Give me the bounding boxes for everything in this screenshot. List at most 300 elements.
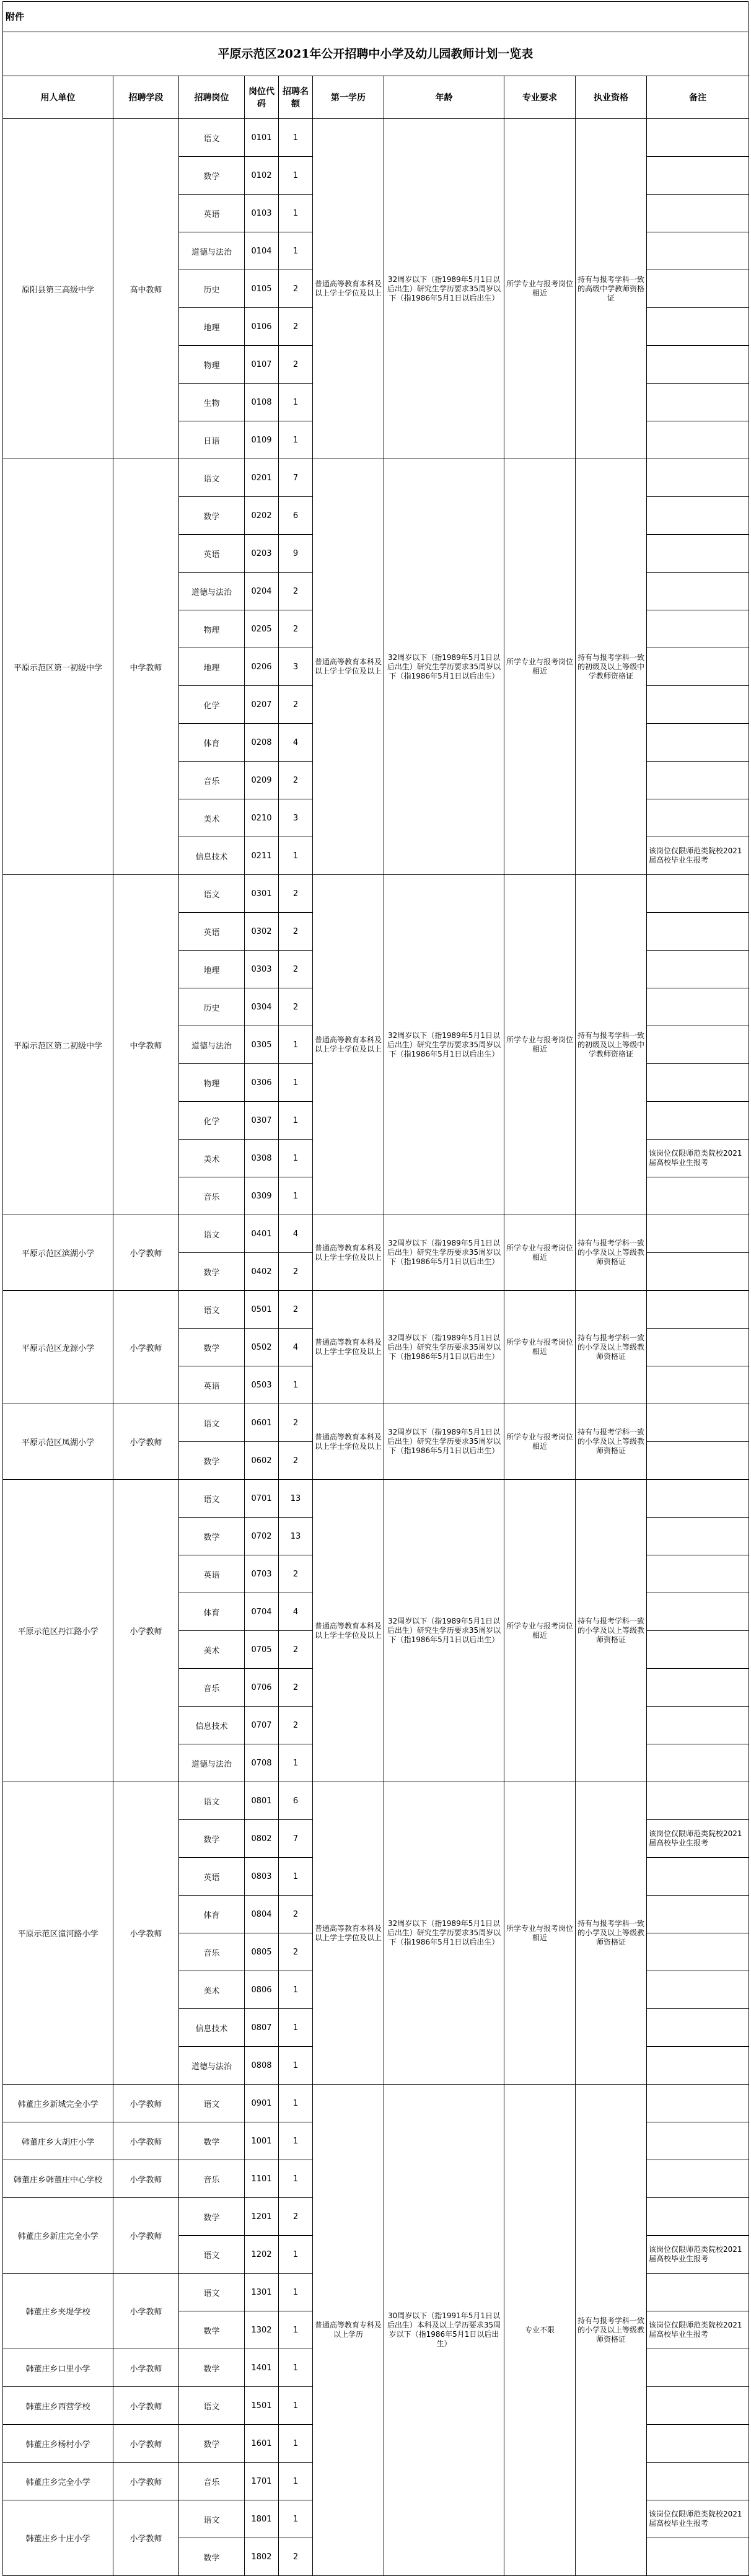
code-cell: 0307: [245, 1102, 279, 1140]
stage-cell: 小学教师: [113, 1782, 179, 2085]
remarks-cell: [647, 1858, 749, 1896]
code-cell: 0102: [245, 157, 279, 195]
code-cell: 0707: [245, 1707, 279, 1744]
count-cell: 1: [279, 2387, 313, 2425]
age-cell: 32周岁以下（指1989年5月1日以后出生）研究生学历要求35周岁以下（指1986年5月1日以后出生）: [384, 1215, 504, 1291]
remarks-cell: [647, 2009, 749, 2047]
count-cell: 1: [279, 157, 313, 195]
count-cell: 2: [279, 686, 313, 724]
position-cell: 物理: [179, 610, 245, 648]
count-cell: 2: [279, 2198, 313, 2236]
position-cell: 道德与法治: [179, 1744, 245, 1782]
remarks-cell: [647, 535, 749, 573]
header-major: 专业要求: [504, 76, 576, 119]
remarks-cell: [647, 1177, 749, 1215]
code-cell: 0901: [245, 2085, 279, 2122]
remarks-cell: [647, 1442, 749, 1480]
position-cell: 生物: [179, 384, 245, 421]
count-cell: 2: [279, 1631, 313, 1669]
position-cell: 数学: [179, 1442, 245, 1480]
code-cell: 0202: [245, 497, 279, 535]
major-cell: 所学专业与报考岗位相近: [504, 119, 576, 459]
stage-cell: 高中教师: [113, 119, 179, 459]
remarks-cell: [647, 1707, 749, 1744]
code-cell: 0503: [245, 1366, 279, 1404]
code-cell: 0308: [245, 1140, 279, 1177]
count-cell: 9: [279, 535, 313, 573]
code-cell: 0402: [245, 1253, 279, 1291]
position-cell: 音乐: [179, 762, 245, 799]
remarks-cell: [647, 497, 749, 535]
major-cell: 专业不限: [504, 2085, 576, 2576]
remarks-cell: [647, 384, 749, 421]
age-cell: 32周岁以下（指1989年5月1日以后出生）研究生学历要求35周岁以下（指1986年5月1日以后出生）: [384, 459, 504, 875]
stage-cell: 中学教师: [113, 459, 179, 875]
count-cell: 1: [279, 1064, 313, 1102]
count-cell: 1: [279, 1177, 313, 1215]
major-cell: 所学专业与报考岗位相近: [504, 875, 576, 1215]
position-cell: 历史: [179, 270, 245, 308]
remarks-cell: [647, 2122, 749, 2160]
position-cell: 道德与法治: [179, 2047, 245, 2085]
qualification-cell: 持有与报考学科一致的小学及以上等级教师资格证: [576, 1215, 647, 1291]
position-cell: 信息技术: [179, 2009, 245, 2047]
code-cell: 0204: [245, 573, 279, 610]
count-cell: 1: [279, 2274, 313, 2311]
code-cell: 0210: [245, 799, 279, 837]
code-cell: 1202: [245, 2236, 279, 2274]
remarks-cell: [647, 799, 749, 837]
education-cell: 普通高等教育本科及以上学士学位及以上: [313, 1782, 384, 2085]
code-cell: 0803: [245, 1858, 279, 1896]
count-cell: 2: [279, 270, 313, 308]
remarks-cell: [647, 2160, 749, 2198]
count-cell: 4: [279, 724, 313, 762]
count-cell: 2: [279, 1404, 313, 1442]
remarks-cell: [647, 686, 749, 724]
count-cell: 2: [279, 1442, 313, 1480]
major-cell: 所学专业与报考岗位相近: [504, 1291, 576, 1404]
count-cell: 2: [279, 1707, 313, 1744]
count-cell: 1: [279, 2349, 313, 2387]
remarks-cell: [647, 270, 749, 308]
position-cell: 体育: [179, 1896, 245, 1933]
table-row: [3, 875, 749, 913]
remarks-cell: [647, 2463, 749, 2500]
code-cell: 0703: [245, 1555, 279, 1593]
table-row: [3, 459, 749, 497]
code-cell: 0602: [245, 1442, 279, 1480]
count-cell: 7: [279, 459, 313, 497]
position-cell: 数学: [179, 2538, 245, 2576]
position-cell: 地理: [179, 951, 245, 988]
stage-cell: 小学教师: [113, 2160, 179, 2198]
position-cell: 信息技术: [179, 837, 245, 875]
count-cell: 2: [279, 1291, 313, 1329]
remarks-cell: [647, 951, 749, 988]
code-cell: 0806: [245, 1971, 279, 2009]
remarks-cell: [647, 2425, 749, 2463]
remarks-cell: [647, 648, 749, 686]
position-cell: 数学: [179, 1518, 245, 1555]
count-cell: 2: [279, 610, 313, 648]
count-cell: 2: [279, 762, 313, 799]
code-cell: 1802: [245, 2538, 279, 2576]
count-cell: 3: [279, 648, 313, 686]
code-cell: 0704: [245, 1593, 279, 1631]
count-cell: 1: [279, 2311, 313, 2349]
unit-cell: 平原示范区滨湖小学: [3, 1215, 113, 1291]
count-cell: 1: [279, 2500, 313, 2538]
position-cell: 物理: [179, 346, 245, 384]
position-cell: 语文: [179, 2387, 245, 2425]
table-row: [3, 1480, 749, 1518]
code-cell: 1301: [245, 2274, 279, 2311]
code-cell: 0801: [245, 1782, 279, 1820]
qualification-cell: 持有与报考学科一致的初级及以上等级中学教师资格证: [576, 459, 647, 875]
position-cell: 英语: [179, 1858, 245, 1896]
remarks-cell: [647, 2274, 749, 2311]
stage-cell: 小学教师: [113, 2198, 179, 2274]
remarks-cell: [647, 119, 749, 157]
unit-cell: 韩董庄乡完全小学: [3, 2463, 113, 2500]
code-cell: 0105: [245, 270, 279, 308]
position-cell: 英语: [179, 535, 245, 573]
count-cell: 1: [279, 1744, 313, 1782]
code-cell: 0802: [245, 1820, 279, 1858]
count-cell: 2: [279, 1555, 313, 1593]
position-cell: 音乐: [179, 1177, 245, 1215]
code-cell: 0701: [245, 1480, 279, 1518]
remarks-cell: [647, 1518, 749, 1555]
remarks-cell: [647, 1896, 749, 1933]
major-cell: 所学专业与报考岗位相近: [504, 1215, 576, 1291]
count-cell: 1: [279, 2122, 313, 2160]
code-cell: 0208: [245, 724, 279, 762]
position-cell: 数学: [179, 2198, 245, 2236]
remarks-cell: [647, 1102, 749, 1140]
qualification-cell: 持有与报考学科一致的初级及以上等级中学教师资格证: [576, 875, 647, 1215]
header-remarks: 备注: [647, 76, 749, 119]
table-row: [3, 1782, 749, 1820]
count-cell: 1: [279, 421, 313, 459]
qualification-cell: 持有与报考学科一致的小学及以上等级教师资格证: [576, 1782, 647, 2085]
age-cell: 30周岁以下（指1991年5月1日以后出生）本科及以上学历要求35周岁以下（指1986年5月1日以后出生）: [384, 2085, 504, 2576]
position-cell: 数学: [179, 157, 245, 195]
position-cell: 语文: [179, 875, 245, 913]
header-position: 招聘岗位: [179, 76, 245, 119]
remarks-cell: [647, 2198, 749, 2236]
code-cell: 0305: [245, 1026, 279, 1064]
position-cell: 音乐: [179, 2160, 245, 2198]
position-cell: 英语: [179, 913, 245, 951]
position-cell: 数学: [179, 1329, 245, 1366]
remarks-cell: [647, 1669, 749, 1707]
position-cell: 体育: [179, 1593, 245, 1631]
code-cell: 0301: [245, 875, 279, 913]
remarks-cell: [647, 2387, 749, 2425]
code-cell: 0304: [245, 988, 279, 1026]
table-row: [3, 119, 749, 157]
count-cell: 1: [279, 1102, 313, 1140]
position-cell: 数学: [179, 497, 245, 535]
count-cell: 1: [279, 232, 313, 270]
count-cell: 2: [279, 308, 313, 346]
code-cell: 0206: [245, 648, 279, 686]
major-cell: 所学专业与报考岗位相近: [504, 1480, 576, 1782]
stage-cell: 小学教师: [113, 2274, 179, 2349]
position-cell: 语文: [179, 2500, 245, 2538]
code-cell: 1401: [245, 2349, 279, 2387]
count-cell: 3: [279, 799, 313, 837]
stage-cell: 小学教师: [113, 2349, 179, 2387]
education-cell: 普通高等教育本科及以上学士学位及以上: [313, 119, 384, 459]
attachment-label: 附件: [2, 1, 749, 32]
education-cell: 普通高等教育本科及以上学士学位及以上: [313, 459, 384, 875]
recruitment-table: [2, 76, 749, 2576]
code-cell: 0401: [245, 1215, 279, 1253]
position-cell: 语文: [179, 2085, 245, 2122]
major-cell: 所学专业与报考岗位相近: [504, 1404, 576, 1480]
unit-cell: 平原示范区潼河路小学: [3, 1782, 113, 2085]
count-cell: 2: [279, 1253, 313, 1291]
stage-cell: 中学教师: [113, 875, 179, 1215]
position-cell: 数学: [179, 2122, 245, 2160]
count-cell: 13: [279, 1518, 313, 1555]
position-cell: 数学: [179, 1253, 245, 1291]
remarks-cell: [647, 1366, 749, 1404]
position-cell: 地理: [179, 648, 245, 686]
count-cell: 2: [279, 913, 313, 951]
count-cell: 2: [279, 346, 313, 384]
unit-cell: 韩董庄乡大胡庄小学: [3, 2122, 113, 2160]
remarks-cell: [647, 1215, 749, 1253]
remarks-cell: [647, 1064, 749, 1102]
table-row: [3, 1215, 749, 1253]
count-cell: 13: [279, 1480, 313, 1518]
unit-cell: 韩董庄乡十庄小学: [3, 2500, 113, 2576]
remarks-cell: [647, 1555, 749, 1593]
count-cell: 4: [279, 1329, 313, 1366]
header-row: [3, 76, 749, 119]
count-cell: 1: [279, 1858, 313, 1896]
header-qualification: 执业资格: [576, 76, 647, 119]
position-cell: 物理: [179, 1064, 245, 1102]
code-cell: 0502: [245, 1329, 279, 1366]
count-cell: 2: [279, 573, 313, 610]
code-cell: 0302: [245, 913, 279, 951]
count-cell: 1: [279, 2236, 313, 2274]
remarks-cell: [647, 1480, 749, 1518]
code-cell: 0104: [245, 232, 279, 270]
count-cell: 4: [279, 1593, 313, 1631]
position-cell: 数学: [179, 1820, 245, 1858]
code-cell: 0306: [245, 1064, 279, 1102]
position-cell: 数学: [179, 2425, 245, 2463]
remarks-cell: [647, 610, 749, 648]
remarks-cell: [647, 195, 749, 232]
table-row: [3, 2085, 749, 2122]
code-cell: 1101: [245, 2160, 279, 2198]
unit-cell: 平原示范区第一初级中学: [3, 459, 113, 875]
header-unit: 用人单位: [3, 76, 113, 119]
code-cell: 0205: [245, 610, 279, 648]
remarks-cell: [647, 2349, 749, 2387]
education-cell: 普通高等教育本科及以上学士学位及以上: [313, 1404, 384, 1480]
position-cell: 化学: [179, 1102, 245, 1140]
major-cell: 所学专业与报考岗位相近: [504, 1782, 576, 2085]
unit-cell: 韩董庄乡夹堤学校: [3, 2274, 113, 2349]
position-cell: 数学: [179, 2311, 245, 2349]
remarks-cell: [647, 2047, 749, 2085]
position-cell: 日语: [179, 421, 245, 459]
position-cell: 语文: [179, 1404, 245, 1442]
remarks-cell: [647, 573, 749, 610]
qualification-cell: 持有与报考学科一致的高级中学教师资格证: [576, 119, 647, 459]
count-cell: 1: [279, 2085, 313, 2122]
header-stage: 招聘学段: [113, 76, 179, 119]
count-cell: 1: [279, 837, 313, 875]
remarks-cell: [647, 1631, 749, 1669]
position-cell: 美术: [179, 1971, 245, 2009]
count-cell: 1: [279, 1971, 313, 2009]
remarks-cell: [647, 459, 749, 497]
education-cell: 普通高等教育本科及以上学士学位及以上: [313, 1291, 384, 1404]
position-cell: 英语: [179, 195, 245, 232]
unit-cell: 平原示范区第二初级中学: [3, 875, 113, 1215]
position-cell: 历史: [179, 988, 245, 1026]
code-cell: 0807: [245, 2009, 279, 2047]
count-cell: 2: [279, 1896, 313, 1933]
position-cell: 地理: [179, 308, 245, 346]
code-cell: 0702: [245, 1518, 279, 1555]
education-cell: 普通高等教育本科及以上学士学位及以上: [313, 1215, 384, 1291]
code-cell: 0805: [245, 1933, 279, 1971]
code-cell: 0501: [245, 1291, 279, 1329]
unit-cell: 原阳县第三高级中学: [3, 119, 113, 459]
remarks-cell: [647, 308, 749, 346]
code-cell: 0201: [245, 459, 279, 497]
remarks-cell: 该岗位仅限师范类院校2021届高校毕业生报考: [647, 2500, 749, 2538]
remarks-cell: [647, 421, 749, 459]
code-cell: 0309: [245, 1177, 279, 1215]
remarks-cell: [647, 2538, 749, 2576]
code-cell: 1501: [245, 2387, 279, 2425]
remarks-cell: [647, 913, 749, 951]
count-cell: 4: [279, 1215, 313, 1253]
code-cell: 1201: [245, 2198, 279, 2236]
code-cell: 0804: [245, 1896, 279, 1933]
position-cell: 语文: [179, 2236, 245, 2274]
count-cell: 2: [279, 875, 313, 913]
count-cell: 1: [279, 2009, 313, 2047]
remarks-cell: [647, 1404, 749, 1442]
remarks-cell: 该岗位仅限师范类院校2021届高校毕业生报考: [647, 2311, 749, 2349]
count-cell: 2: [279, 1669, 313, 1707]
count-cell: 2: [279, 1933, 313, 1971]
stage-cell: 小学教师: [113, 2500, 179, 2576]
code-cell: 1701: [245, 2463, 279, 2500]
stage-cell: 小学教师: [113, 2463, 179, 2500]
code-cell: 0708: [245, 1744, 279, 1782]
count-cell: 1: [279, 1366, 313, 1404]
count-cell: 2: [279, 988, 313, 1026]
position-cell: 语文: [179, 1291, 245, 1329]
position-cell: 音乐: [179, 1669, 245, 1707]
remarks-cell: [647, 157, 749, 195]
unit-cell: 韩董庄乡新城完全小学: [3, 2085, 113, 2122]
code-cell: 0109: [245, 421, 279, 459]
qualification-cell: 持有与报考学科一致的小学及以上等级教师资格证: [576, 1480, 647, 1782]
qualification-cell: 持有与报考学科一致的小学及以上等级教师资格证: [576, 1404, 647, 1480]
stage-cell: 小学教师: [113, 2122, 179, 2160]
code-cell: 0103: [245, 195, 279, 232]
unit-cell: 平原示范区龙源小学: [3, 1291, 113, 1404]
remarks-cell: [647, 1291, 749, 1329]
position-cell: 道德与法治: [179, 1026, 245, 1064]
header-code: 岗位代码: [245, 76, 279, 119]
education-cell: 普通高等教育本科及以上学士学位及以上: [313, 1480, 384, 1782]
stage-cell: 小学教师: [113, 1291, 179, 1404]
position-cell: 体育: [179, 724, 245, 762]
remarks-cell: 该岗位仅限师范类院校2021届高校毕业生报考: [647, 2236, 749, 2274]
count-cell: 1: [279, 195, 313, 232]
position-cell: 语文: [179, 119, 245, 157]
remarks-cell: [647, 2085, 749, 2122]
position-cell: 语文: [179, 459, 245, 497]
code-cell: 0211: [245, 837, 279, 875]
count-cell: 2: [279, 2538, 313, 2576]
code-cell: 0706: [245, 1669, 279, 1707]
count-cell: 1: [279, 1140, 313, 1177]
position-cell: 化学: [179, 686, 245, 724]
remarks-cell: [647, 762, 749, 799]
qualification-cell: 持有与报考学科一致的小学及以上等级教师资格证: [576, 2085, 647, 2576]
header-count: 招聘名额: [279, 76, 313, 119]
count-cell: 6: [279, 1782, 313, 1820]
age-cell: 32周岁以下（指1989年5月1日以后出生）研究生学历要求35周岁以下（指1986年5月1日以后出生）: [384, 1404, 504, 1480]
count-cell: 1: [279, 1026, 313, 1064]
unit-cell: 韩董庄乡口里小学: [3, 2349, 113, 2387]
code-cell: 1302: [245, 2311, 279, 2349]
position-cell: 语文: [179, 1480, 245, 1518]
code-cell: 0207: [245, 686, 279, 724]
code-cell: 0107: [245, 346, 279, 384]
qualification-cell: 持有与报考学科一致的小学及以上等级教师资格证: [576, 1291, 647, 1404]
remarks-cell: [647, 1253, 749, 1291]
code-cell: 0808: [245, 2047, 279, 2085]
count-cell: 1: [279, 2463, 313, 2500]
remarks-cell: [647, 1971, 749, 2009]
count-cell: 7: [279, 1820, 313, 1858]
count-cell: 6: [279, 497, 313, 535]
code-cell: 0209: [245, 762, 279, 799]
position-cell: 道德与法治: [179, 232, 245, 270]
position-cell: 语文: [179, 1215, 245, 1253]
remarks-cell: 该岗位仅限师范类院校2021届高校毕业生报考: [647, 1820, 749, 1858]
stage-cell: 小学教师: [113, 1480, 179, 1782]
position-cell: 音乐: [179, 2463, 245, 2500]
position-cell: 语文: [179, 2274, 245, 2311]
education-cell: 普通高等教育专科及以上学历: [313, 2085, 384, 2576]
major-cell: 所学专业与报考岗位相近: [504, 459, 576, 875]
remarks-cell: [647, 232, 749, 270]
count-cell: 1: [279, 2425, 313, 2463]
position-cell: 道德与法治: [179, 573, 245, 610]
remarks-cell: [647, 1782, 749, 1820]
position-cell: 数学: [179, 2349, 245, 2387]
code-cell: 0705: [245, 1631, 279, 1669]
